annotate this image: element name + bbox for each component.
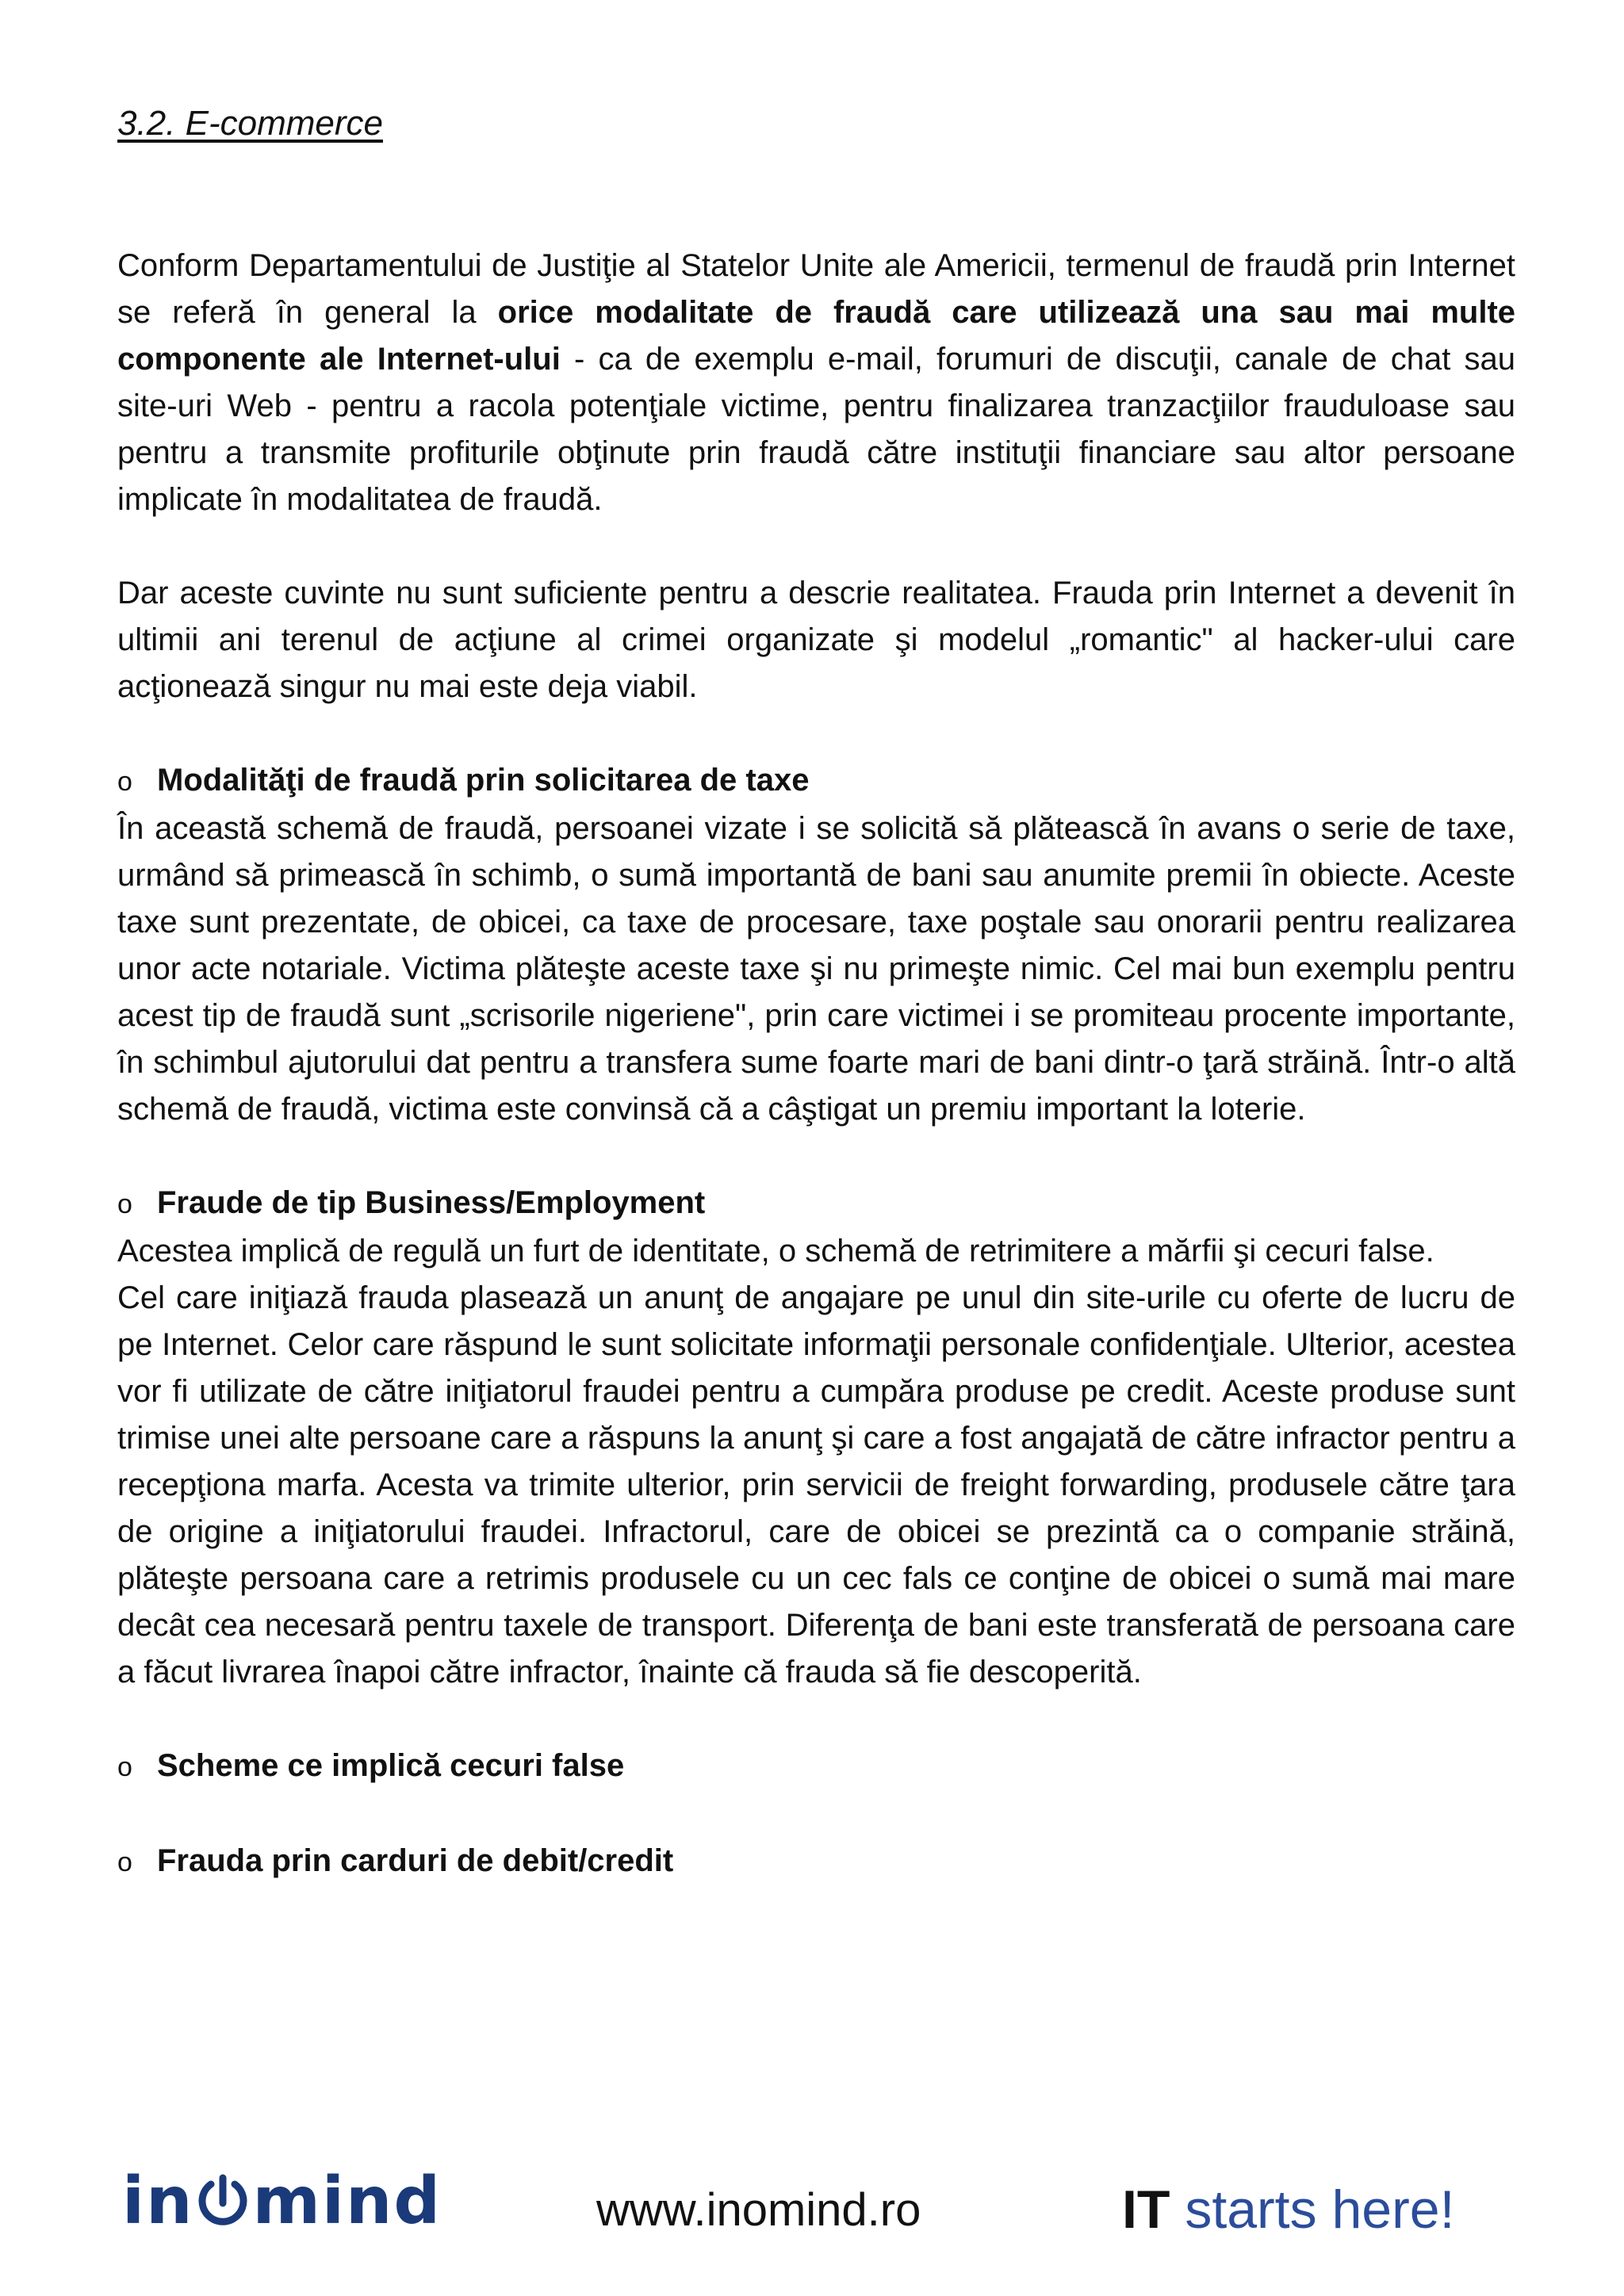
power-icon xyxy=(195,2173,251,2229)
page-footer xyxy=(0,2164,1624,2260)
document-page xyxy=(117,95,1515,1886)
paragraph-realitate: Dar aceste cuvinte nu sunt suficiente pentru a descrie realitatea. Frauda prin Internet a devenit în ultimii ani terenul de acţiune al crimei organizate şi modelul „romantic" al hacker-ului care acţionează singur nu mai este deja viabil. xyxy=(117,576,1515,704)
bullet-title: Modalităţi de fraudă prin solicitarea de taxe xyxy=(157,763,810,798)
bullet-title: Scheme ce implică cecuri false xyxy=(157,1748,625,1783)
section-heading: 3.2. E-commerce xyxy=(117,104,383,143)
intro-text-part1: Conform Departamentului de Justiţie al Statelor Unite ale Americii, termenul de fraudă prin Internet se referă în general la xyxy=(117,248,1515,330)
bullet-marker: o xyxy=(117,1189,132,1219)
website-link[interactable]: www.inomind.ro xyxy=(596,2184,921,2236)
logo-text-right: mind xyxy=(252,2163,442,2239)
bullet-marker: o xyxy=(117,767,132,797)
slogan xyxy=(1122,2179,1454,2241)
bullet-title: Fraude de tip Business/Employment xyxy=(157,1185,706,1220)
slogan-it: IT xyxy=(1122,2179,1170,2240)
paragraph-taxe: În această schemă de fraudă, persoanei vizate i se solicită să plătească în avans o serie de taxe, urmând să primească în schimb, o sumă importantă de bani sau anumite premii în obiecte. Aceste taxe sunt prezentate, de obicei, ca taxe de procesare, taxe poştale sau onorarii pentru realizarea unor acte notariale. Victima plăteşte aceste taxe şi nu primeşte nimic. Cel mai bun exemplu pentru acest tip de fraudă sunt „scrisorile nigeriene", prin care victimei i se promiteau procente importante, în schimbul ajutorului dat pentru a transfera sume foarte mari de bani dintr-o ţară străină. Într-o altă schemă de fraudă, victima este convinsă că a câştigat un premiu important la loterie. xyxy=(117,811,1515,1127)
intro-text-part2: - ca de exemplu e-mail, forumuri de discuţii, canale de chat sau site-uri Web - pentru a racola potenţiale victime, pentru finalizarea tranzacţiilor frauduloase sau pentru a transmite profiturile obţinute prin fraudă către instituţii financiare sau altor persoane implicate în modalitatea de fraudă. xyxy=(117,342,1515,517)
paragraph-business-1: Acestea implică de regulă un furt de identitate, o schemă de retrimitere a mărfii şi cecuri false. xyxy=(117,1234,1434,1269)
paragraph-business-2: Cel care iniţiază frauda plasează un anunţ de angajare pe unul din site-urile cu oferte de lucru de pe Internet. Celor care răspund le sunt solicitate informaţii personale confidenţiale. Ulterior, acestea vor fi utilizate de către iniţiatorul fraudei pentru a cumpăra produse pe credit. Aceste produse sunt trimise unei alte persoane care a răspuns la anunţ şi care a fost angajată de către infractor pentru a recepţiona marfa. Acesta va trimite ulterior, prin servicii de freight forwarding, produsele către ţara de origine a iniţiatorului fraudei. Infractorul, care de obicei se prezintă ca o companie străină, plăteşte persoana care a retrimis produsele cu un cec fals ce conţine de obicei o sumă mai mare decât cea necesară pentru taxele de transport. Diferenţa de bani este transferată de persoana care a făcut livrarea înapoi către infractor, înainte că frauda să fie descoperită. xyxy=(117,1280,1515,1689)
intro-bold-text: orice modalitate de fraudă care utilizează una sau mai multe componente ale Internet-ului xyxy=(117,295,1516,377)
inomind-logo xyxy=(122,2163,442,2239)
logo-text-left: in xyxy=(122,2163,194,2239)
bullet-heading-business xyxy=(117,1180,1515,1228)
bullet-heading-carduri xyxy=(117,1838,1515,1886)
bullet-heading-taxe xyxy=(117,757,1515,806)
slogan-rest: starts here! xyxy=(1170,2179,1455,2240)
bullet-heading-cecuri xyxy=(117,1743,1515,1791)
intro-paragraph xyxy=(117,243,1515,523)
bullet-marker: o xyxy=(117,1752,132,1782)
bullet-title: Frauda prin carduri de debit/credit xyxy=(157,1843,674,1878)
bullet-marker: o xyxy=(117,1847,132,1877)
